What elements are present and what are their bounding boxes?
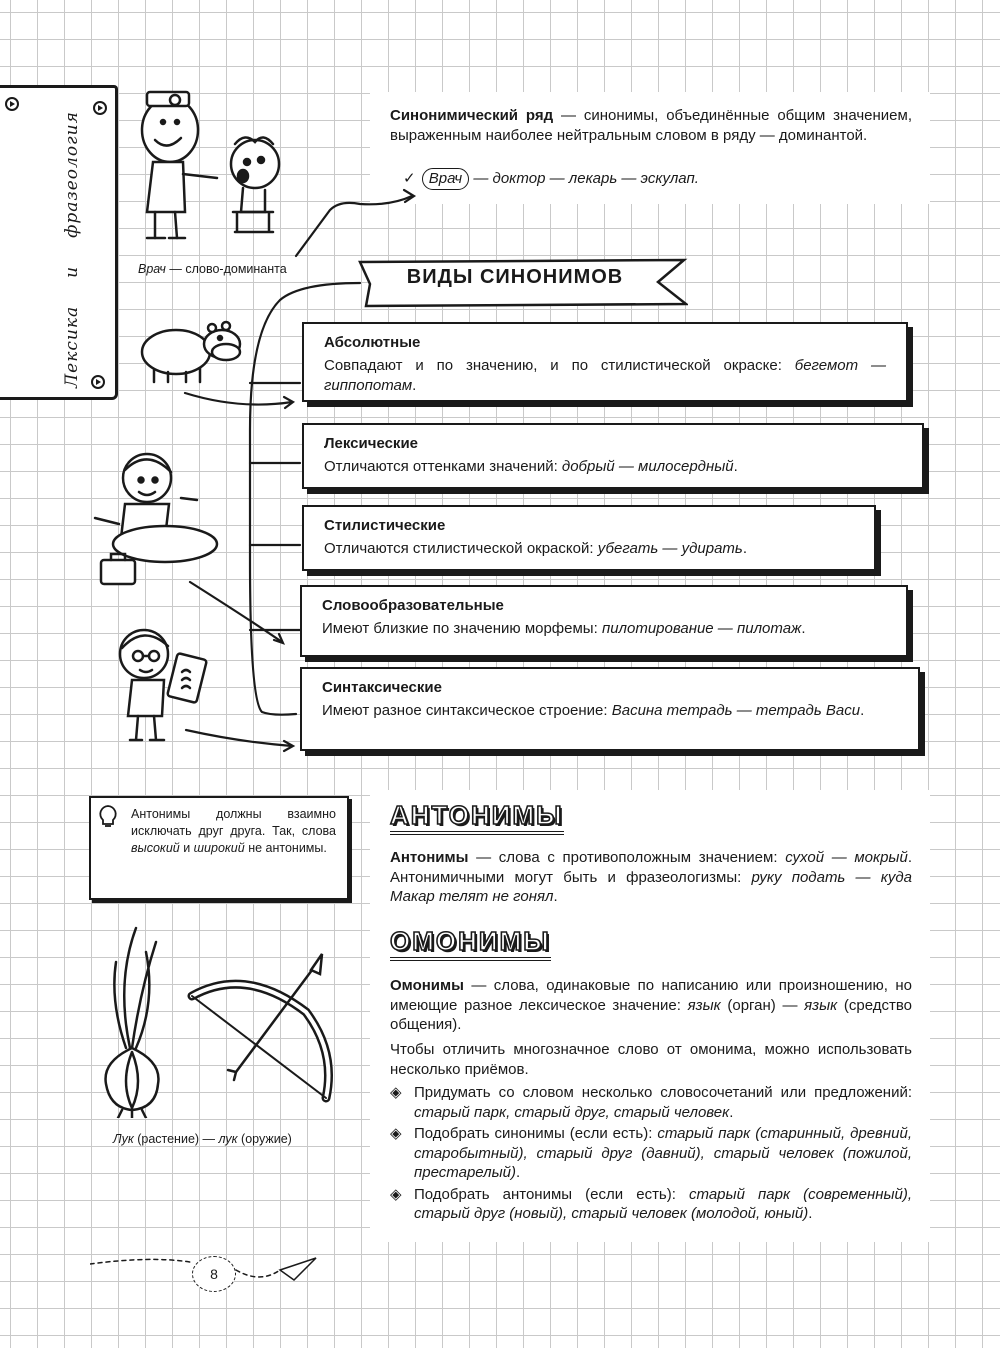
tip-box <box>89 796 349 900</box>
antonyms-term: Антонимы <box>390 849 469 866</box>
type-description <box>322 701 898 721</box>
bullet-end: . <box>808 1205 813 1222</box>
bullet-example: старый парк (старинный, древний, старобытный), старый друг (давний), старый человек (пожилой, престарелый) <box>414 1125 912 1181</box>
type-text: Имеют близкие по значению морфемы: <box>322 620 602 637</box>
homonyms-term: Омонимы <box>390 977 464 994</box>
antonyms-heading-wrap <box>390 800 564 835</box>
antonyms-e1: сухой — мокрый <box>785 849 908 866</box>
synonym-type-derivational <box>300 585 908 657</box>
hippo-illustration <box>136 316 246 388</box>
bow-caption <box>113 1132 292 1146</box>
bullet-text: Подобрать синонимы (если есть): <box>414 1125 658 1142</box>
type-end: . <box>801 620 806 637</box>
types-title: ВИДЫ СИНОНИМОВ <box>406 266 624 288</box>
bullet-text: Подобрать антонимы (если есть): <box>414 1185 690 1203</box>
type-text: Имеют разное синтаксическое строение: <box>322 702 612 719</box>
type-example: Васина тетрадь — тетрадь Васи <box>611 702 861 719</box>
bow-caption-t1: (растение) — <box>133 1132 219 1146</box>
synonym-type-stylistic <box>302 505 876 571</box>
tip-word1: высокий <box>131 841 180 855</box>
type-name: Стилистические <box>324 517 446 534</box>
caption-rest: — слово-доминанта <box>165 262 287 276</box>
page-number: 8 <box>192 1256 236 1292</box>
synonym-row-term: Синонимический ряд <box>390 107 554 124</box>
type-description <box>322 619 886 639</box>
bullet-item <box>390 1124 912 1183</box>
type-name: Лексические <box>324 435 419 452</box>
homonyms-t1: — слова, одинаковые по написанию или произношению, но имеющие разное лексическое значение: <box>390 977 912 1014</box>
type-description <box>324 457 902 477</box>
synonym-type-syntactic <box>300 667 920 751</box>
synonym-row-def-text: — синонимы, объединённые общим значением, выраженным наиболее нейтральным словом в ряду — доминантой. <box>390 107 912 144</box>
homonyms-para2: Чтобы отличить многозначное слово от омонима, можно использовать несколько приёмов. <box>390 1041 912 1078</box>
type-example: пилотирование — пилотаж <box>601 620 802 637</box>
homonyms-t2: (орган) — <box>720 996 805 1014</box>
tip-text <box>131 806 336 857</box>
section-label-word3: фразеология <box>62 111 82 238</box>
bullet-text: Придумать со словом несколько словосочетаний или предложений: <box>414 1084 912 1101</box>
type-end: . <box>412 376 417 394</box>
synonym-type-absolute <box>302 322 908 402</box>
type-example: бегемот — гиппопотам <box>324 357 886 394</box>
type-end: . <box>733 458 738 475</box>
bullet-end: . <box>515 1164 521 1181</box>
type-example: убегать — удирать <box>597 540 743 557</box>
bullet-end: . <box>729 1103 734 1121</box>
bullet-example: старый парк, старый друг, старый человек <box>414 1103 730 1121</box>
caption-italic: Врач <box>138 262 166 276</box>
homonyms-e2: язык <box>804 996 838 1014</box>
type-end: . <box>860 702 865 719</box>
homonyms-t3: (средство общения). <box>390 996 912 1033</box>
type-example: добрый — милосердный <box>561 458 734 475</box>
type-name: Словообразовательные <box>322 597 504 614</box>
antonyms-t2: . Антонимичными могут быть и фразеологизмы: <box>390 849 912 886</box>
type-name: Синтаксические <box>322 679 442 696</box>
type-end: . <box>742 540 747 557</box>
homonyms-text <box>390 976 912 1035</box>
tip-word2: широкий <box>193 841 245 855</box>
bow-caption-t2: (оружие) <box>237 1132 292 1146</box>
type-description <box>324 539 854 559</box>
pilot-illustration <box>85 448 225 593</box>
tip-and: и <box>179 841 194 855</box>
homonyms-e1: язык <box>687 996 721 1014</box>
diamond-bullet-icon: ◈ <box>390 1125 402 1142</box>
diamond-bullet-icon: ◈ <box>390 1185 402 1203</box>
type-name: Абсолютные <box>324 334 421 351</box>
student-illustration <box>110 626 220 746</box>
diamond-bullet-icon: ◈ <box>390 1084 402 1101</box>
bullet-item <box>390 1185 912 1224</box>
section-label-word1: Лексика <box>62 305 82 388</box>
antonyms-t3: . <box>553 888 558 905</box>
homonyms-heading-wrap <box>390 926 551 961</box>
bow-caption-w1: Лук <box>113 1132 134 1146</box>
lightbulb-icon <box>97 804 119 830</box>
synonym-row-example-rest: — доктор — лекарь — эскулап. <box>469 170 699 187</box>
antonyms-heading: АНТОНИМЫ <box>390 800 564 835</box>
dominant-word: Врач <box>428 170 463 187</box>
type-text: Отличаются оттенками значений: <box>324 458 562 475</box>
bullet-item <box>390 1083 912 1122</box>
tip-part2: не антонимы. <box>244 841 327 855</box>
onion-bow-illustration <box>96 922 346 1118</box>
check-icon: ✓ <box>403 170 416 187</box>
section-label-word2: и <box>62 265 82 278</box>
type-text: Отличаются стилистической окраской: <box>324 540 598 557</box>
bow-caption-w2: лук <box>218 1132 238 1146</box>
antonyms-e2: руку подать — куда Макар телят не гонял <box>390 868 913 905</box>
homonyms-heading: ОМОНИМЫ <box>390 926 551 961</box>
homonyms-bullets <box>390 1083 912 1226</box>
type-text: Совпадают и по значению, и по стилистической окраске: <box>324 357 795 374</box>
antonyms-text <box>390 848 912 907</box>
bullet-example: старый парк (современный), старый друг (новый), старый человек (молодой, юный) <box>414 1185 912 1222</box>
type-description <box>324 356 886 395</box>
synonym-type-lexical <box>302 423 924 489</box>
tip-part1: Антонимы должны взаимно исключать друг друга. Так, слова <box>131 807 336 838</box>
antonyms-t1: — слова с противоположным значением: <box>468 849 786 866</box>
